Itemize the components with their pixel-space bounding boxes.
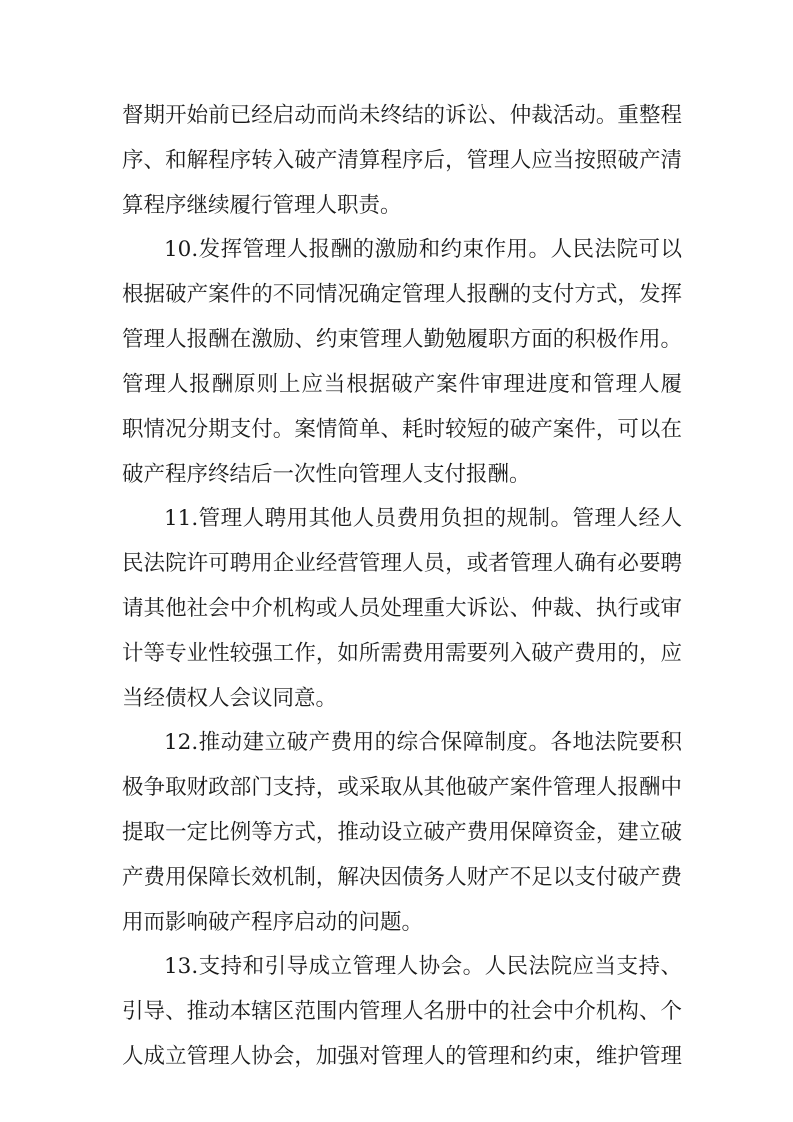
text-line: 极争取财政部门支持，或采取从其他破产案件管理人报酬中 bbox=[122, 775, 682, 800]
text-line: 民法院许可聘用企业经营管理人员，或者管理人确有必要聘 bbox=[122, 551, 682, 576]
text-line: 产费用保障长效机制，解决因债务人财产不足以支付破产费 bbox=[122, 865, 682, 890]
text-line: 计等专业性较强工作，如所需费用需要列入破产费用的，应 bbox=[122, 641, 682, 666]
text-line: 破产程序终结后一次性向管理人支付报酬。 bbox=[122, 462, 531, 487]
text-line: 管理人报酬在激励、约束管理人勤勉履职方面的积极作用。 bbox=[122, 327, 682, 352]
text-line: 管理人报酬原则上应当根据破产案件审理进度和管理人履 bbox=[122, 372, 682, 397]
text-line: 职情况分期支付。案情简单、耗时较短的破产案件，可以在 bbox=[122, 417, 682, 442]
paragraph-heading-10: 10.发挥管理人报酬的激励和约束作用。人民法院可以 bbox=[164, 237, 682, 262]
text-line: 请其他社会中介机构或人员处理重大诉讼、仲裁、执行或审 bbox=[122, 596, 682, 621]
text-line: 序、和解程序转入破产清算程序后，管理人应当按照破产清 bbox=[122, 148, 682, 173]
text-line: 算程序继续履行管理人职责。 bbox=[122, 193, 402, 218]
text-line: 引导、推动本辖区范围内管理人名册中的社会中介机构、个 bbox=[122, 999, 682, 1024]
text-line: 用而影响破产程序启动的问题。 bbox=[122, 910, 424, 935]
text-line: 督期开始前已经启动而尚未终结的诉讼、仲裁活动。重整程 bbox=[122, 103, 682, 128]
paragraph-heading-12: 12.推动建立破产费用的综合保障制度。各地法院要积 bbox=[164, 730, 682, 755]
text-line: 根据破产案件的不同情况确定管理人报酬的支付方式，发挥 bbox=[122, 282, 682, 307]
paragraph-heading-13: 13.支持和引导成立管理人协会。人民法院应当支持、 bbox=[164, 954, 682, 979]
text-line: 人成立管理人协会，加强对管理人的管理和约束，维护管理 bbox=[122, 1044, 682, 1069]
text-line: 当经债权人会议同意。 bbox=[122, 686, 338, 711]
paragraph-heading-11: 11.管理人聘用其他人员费用负担的规制。管理人经人 bbox=[164, 506, 682, 531]
text-line: 提取一定比例等方式，推动设立破产费用保障资金，建立破 bbox=[122, 820, 682, 845]
